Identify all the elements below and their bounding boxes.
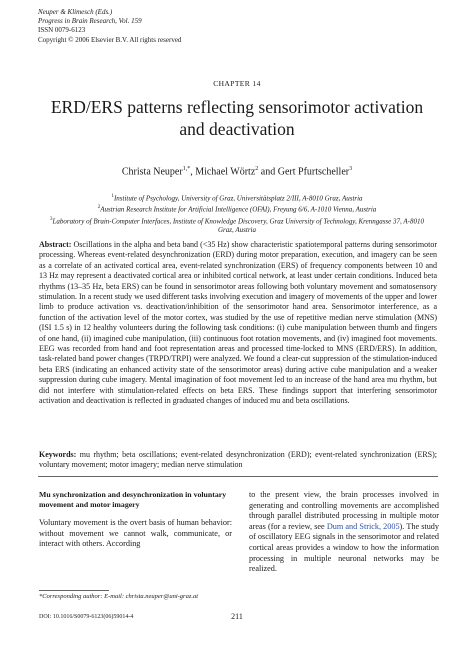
body-column-left <box>39 490 232 550</box>
journal-header <box>38 8 181 45</box>
abstract-text: Oscillations in the alpha and beta band (<35 Hz) show characteristic spatiotemporal patterns during sensorimotor processing. Whereas event-related desynchronization (ERD) during motor preparation, execution, and imagery can be seen as a correlate of an activated cortical area, event-related synchronization (ERS) of frequency components between 10 and 13 Hz may represent a deactivated cortical area or inhibited cortical network, at least under certain conditions. Induced beta rhythms (13–35 Hz, beta ERS) can be found in sensorimotor areas following both voluntary movement and somatosensory stimulation. In a recent study we used different tasks involving execution and imagery of movements of the upper and lower limb to produce activation vs. deactivation/inhibition of the sensorimotor hand area. Sensorimotor interference, as a function of the activation level of the motor cortex, was studied by the use of repetitive median nerve stimulation (MNS) (ISI 1.5 s) in 12 healthy volunteers during the following task conditions: (i) cube manipulation between thumb and fingers of one hand, (ii) imagined cube manipulation, (iii) continuous foot rotation movements, and (iv) imagined foot movements. EEG was recorded from hand and foot representation areas and processed time-locked to MNS (ERD/ERS). In addition, task-related band power changes (TRPD/TRPI) were analyzed. We found a clear-cut suppression of the stimulation-induced beta ERS (indicating an enhanced activity state of the sensorimotor areas) during active cube manipulation and a weaker suppression during cube imagery. Mental imagination of foot movement led to an increase of the hand area mu rhythm, but did not interfere with stimulation-related effects on beta ERS. These findings support that interfering sensorimotor activation and deactivation is reflected in graduated changes of induced mu and beta oscillations. <box>39 240 438 406</box>
author-name: Michael Wörtz <box>195 166 256 178</box>
affiliation-sup: 2 <box>97 205 101 211</box>
author-name: Christa Neuper <box>121 166 183 178</box>
affiliation-sup: 3 <box>50 216 53 222</box>
author-sup: 3 <box>349 166 353 172</box>
keywords-text: mu rhythm; beta oscillations; event-related desynchronization (ERD); event-related synchronization (ERS); voluntary movement; motor imagery; median nerve stimulation <box>39 450 438 470</box>
affiliation <box>50 215 424 235</box>
journal-name: Progress in Brain Research, Vol. 159 <box>38 17 142 26</box>
editors: Neuper & Klimesch (Eds.) <box>38 8 113 16</box>
affiliation-text: Institute of Psychology, University of Graz, Universitätsplatz 2/III, A-8010 Graz, Austria <box>113 194 363 203</box>
citation-link[interactable]: Dum and Strick, 2005 <box>326 521 400 531</box>
body-text: to the present view, the brain processes involved in generating and controlling movements are accomplished through parallel distributed processing in multiple motor areas (for a review, see <box>249 490 439 531</box>
affiliation-sup: 1 <box>111 194 114 199</box>
section-divider <box>38 476 438 477</box>
doi: DOI: 10.1016/S0079-6123(06)59014-4 <box>39 614 134 620</box>
abstract <box>39 240 437 407</box>
issn: ISSN 0079-6123 <box>38 26 86 35</box>
author-sup: 1,* <box>182 166 191 172</box>
article-title: ERD/ERS patterns reflecting sensorimotor activation and deactivation <box>50 97 424 139</box>
footnote-rule <box>39 590 109 591</box>
author-list: Christa Neuper$^{1,*}$, Michael Wörtz$^2$ and Gert Pfurtscheller$^3$ <box>121 166 353 178</box>
body-text: ). The study of oscillatory EEG signals in the sensorimotor and related cortical areas provides a window to how the information processing in multiple neuronal networks may be realized. <box>249 521 439 574</box>
affiliation <box>50 192 424 203</box>
author-name: Gert Pfurtscheller <box>277 166 350 178</box>
body-paragraph <box>249 490 439 575</box>
affiliation <box>50 203 424 214</box>
affiliation-text: Laboratory of Brain-Computer Interfaces, Institute of Knowledge Discovery, Graz University of Technology, Krenngasse 37, A-8010 Graz, Austria <box>52 216 424 234</box>
affiliation-text: Austrian Research Institute for Artificial Intelligence (OFAI), Freyung 6/6, A-1010 Vienna, Austria <box>100 205 377 214</box>
corresponding-author-footnote: *Corresponding author: E-mail: christa.neuper@uni-graz.at <box>39 593 199 600</box>
affiliations <box>50 192 424 235</box>
abstract-label: Abstract: <box>39 240 72 249</box>
keywords-label: Keywords: <box>39 450 77 459</box>
body-column-right <box>249 490 439 575</box>
copyright: Copyright © 2006 Elsevier B.V. All rights reserved <box>38 35 182 44</box>
chapter-label: CHAPTER 14 <box>213 79 261 88</box>
author-sup: 2 <box>255 166 259 172</box>
section-heading: Mu synchronization and desynchronization in voluntary movement and motor imagery <box>39 490 227 509</box>
keywords <box>39 450 437 471</box>
page-number: 211 <box>231 612 243 621</box>
body-paragraph: Voluntary movement is the overt basis of human behavior: without movement we cannot walk, communicate, or interact with others. According <box>39 518 232 549</box>
